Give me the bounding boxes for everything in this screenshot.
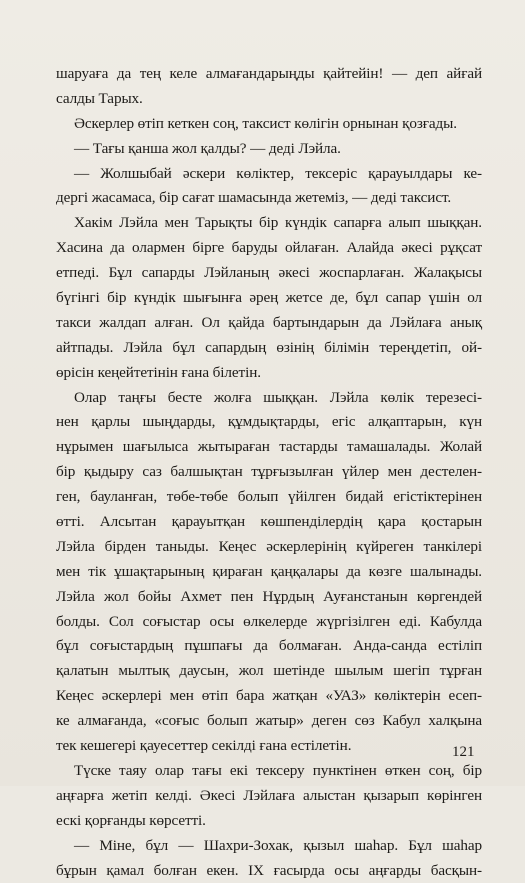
text-line: Түске таяу олар тағы екі тексеру пунктінен өткен соң, бір [56,759,482,784]
text-line: бүгінгі бір күндік шығынға әрең жетсе де, бұл сапар үшін ол [56,286,482,311]
text-line: нұрымен шағылыса жытыраған тастарды тамашалады. Жолай [56,435,482,460]
text-line: Әскерлер өтіп кеткен соң, таксист көлігін орнынан қозғады. [56,112,482,137]
text-line: мен тік ұшақтарының қираған қаңқалары да көзге шалынады. [56,560,482,585]
text-line: Кеңес әскерлері мен өтіп бара жатқан «УАЗ» көліктерін есеп- [56,684,482,709]
text-line: бұрын қамал болған екен. IX ғасырда осы аңғарды басқын- [56,859,482,883]
text-line: қалатын мылтық даусын, жол шетінде шылым шегіп тұрған [56,659,482,684]
text-line: аңғарға жетіп келді. Әкесі Лэйлаға алыстан қызарып көрінген [56,784,482,809]
text-line: такси жалдап алған. Ол қайда бартындарын да Лэйлаға анық [56,311,482,336]
text-line: етпеді. Бұл сапарды Лэйланың әкесі жоспарлаған. Жалақысы [56,261,482,286]
text-line: тек кешегері қауесеттер секілді ғана естілетін. [56,734,482,759]
text-line: өтті. Алсытан қарауытқан көшпенділердің қара қостарын [56,510,482,535]
text-line: — Тағы қанша жол қалды? — деді Лэйла. [56,137,482,162]
text-line: ескі қорғанды көрсетті. [56,809,482,834]
text-line: болды. Сол соғыстар осы өлкелерде жүргізілген еді. Кабулда [56,610,482,635]
text-line: салды Тарых. [56,87,482,112]
text-line: Олар таңғы бесте жолға шыққан. Лэйла көлік терезесі- [56,386,482,411]
text-line: бұл соғыстардың пұшпағы да болмаған. Анда-санда естіліп [56,634,482,659]
text-line: — Жолшыбай әскери көліктер, тексеріс қарауылдары ке- [56,162,482,187]
text-line: Лэйла жол бойы Ахмет пен Нұрдың Ауғанстанын көргендей [56,585,482,610]
text-line: — Міне, бұл — Шахри-Зохак, қызыл шаһар. Бұл шаһар [56,834,482,859]
text-line: ген, бауланған, төбе-төбе болып үйілген бидай егістіктерінен [56,485,482,510]
text-line: Лэйла бірден таныды. Кеңес әскерлерінің күйреген танкілері [56,535,482,560]
page-number: 121 [452,742,475,762]
text-line: ке алмағанда, «соғыс болып жатыр» деген сөз Кабул халқына [56,709,482,734]
body-text [56,62,482,883]
text-line: шаруаға да тең келе алмағандарыңды қайтейін! — деп айғай [56,62,482,87]
text-line: Хасина да олармен бірге баруды ойлаған. Алайда әкесі рұқсат [56,236,482,261]
text-line: айтпады. Лэйла бұл сапардың өзінің білімін тереңдетіп, ой- [56,336,482,361]
text-line: бір қыдыру саз балшықтан тұрғызылған үйлер мен дестелен- [56,460,482,485]
text-line: нен қарлы шыңдарды, құмдықтарды, егіс алқаптарын, күн [56,410,482,435]
text-line: дергі жасамаса, бір сағат шамасында жетеміз, — деді таксист. [56,186,482,211]
text-line: өрісін кеңейтетінін ғана білетін. [56,361,482,386]
text-line: Хакім Лэйла мен Тарықты бір күндік сапарға алып шыққан. [56,211,482,236]
